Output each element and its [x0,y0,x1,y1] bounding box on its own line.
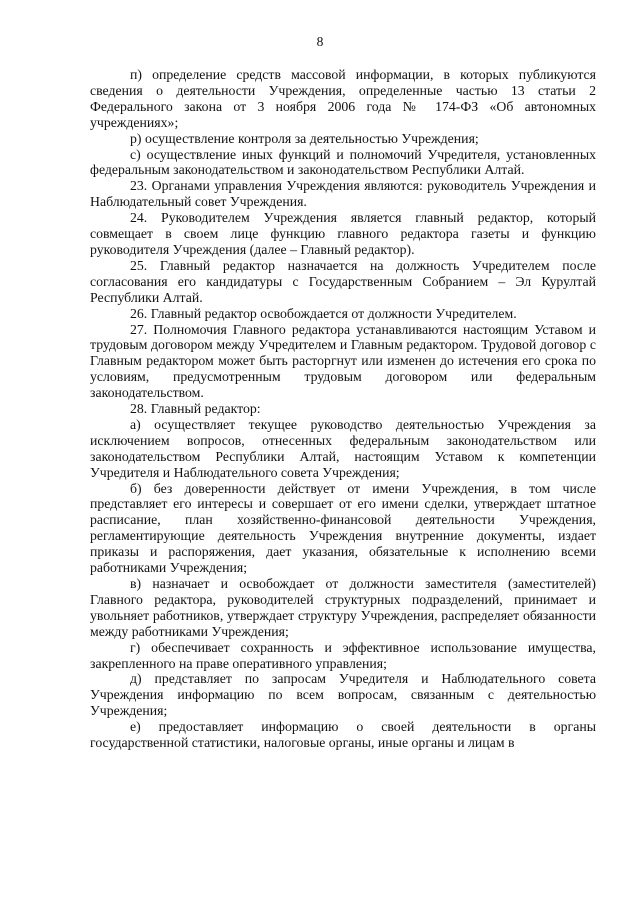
paragraph-28-e: е) предоставляет информацию о своей деятельности в органы государственной статистики, налоговые органы, иные органы и лицам в [90,719,596,751]
page-number: 8 [316,34,324,49]
paragraph-25: 25. Главный редактор назначается на должность Учредителем после согласования его кандидатуры с Государственным Собранием – Эл Курултай Республики Алтай. [90,257,596,305]
paragraph-28-v: в) назначает и освобождает от должности заместителя (заместителей) Главного редактора, руководителей структурных подразделений, принимает и увольняет работников, утверждает структуру Учреждения, распределяет обязанности между работниками Учреждения; [90,576,596,639]
paragraph-28-b: б) без доверенности действует от имени Учреждения, в том числе представляет его интересы и совершает от его имени сделки, утверждает штатное расписание, план хозяйственно-финансовой деятельности Учреждения, регламентирующие деятельность Учреждения внутренние документы, издает приказы и распоряжения, дает указания, обязательные к исполнению всеми работниками Учреждения; [90,480,596,576]
paragraph-p: п) определение средств массовой информации, в которых публикуются сведения о деятельности Учреждения, определенные частью 13 статьи 2 Федерального закона от 3 ноября 2006 года № 174-ФЗ «Об автономных учреждениях»; [90,67,596,130]
paragraph-24: 24. Руководителем Учреждения является главный редактор, который совмещает в своем лице функцию главного редактора газеты и функцию руководителя Учреждения (далее – Главный редактор). [90,210,596,257]
document-body [90,67,596,751]
paragraph-27: 27. Полномочия Главного редактора устанавливаются настоящим Уставом и трудовым договором между Учредителем и Главным редактором. Трудовой договор с Главным редактором может быть расторгнут или изменен до истечения его срока по условиям, предусмотренным трудовым договором или федеральным законодательством. [90,321,596,401]
paragraph-s: с) осуществление иных функций и полномочий Учредителя, установленных федеральным законодательством и законодательством Республики Алтай. [90,146,596,178]
paragraph-28: 28. Главный редактор: [130,401,261,417]
paragraph-r: р) осуществление контроля за деятельностью Учреждения; [130,130,479,146]
paragraph-28-d: д) представляет по запросам Учредителя и Наблюдательного совета Учреждения информацию по всем вопросам, связанным с деятельностью Учреждения; [90,671,596,719]
paragraph-28-g: г) обеспечивает сохранность и эффективное использование имущества, закрепленного на праве оперативного управления; [90,639,596,671]
paragraph-23: 23. Органами управления Учреждения являются: руководитель Учреждения и Наблюдательный совет Учреждения. [90,178,596,210]
paragraph-26: 26. Главный редактор освобождается от должности Учредителем. [130,305,517,321]
paragraph-28-a: а) осуществляет текущее руководство деятельностью Учреждения за исключением вопросов, отнесенных федеральным законодательством или законодательством Республики Алтай, настоящим Уставом к компетенции Учредителя и Наблюдательного совета Учреждения; [90,416,596,480]
